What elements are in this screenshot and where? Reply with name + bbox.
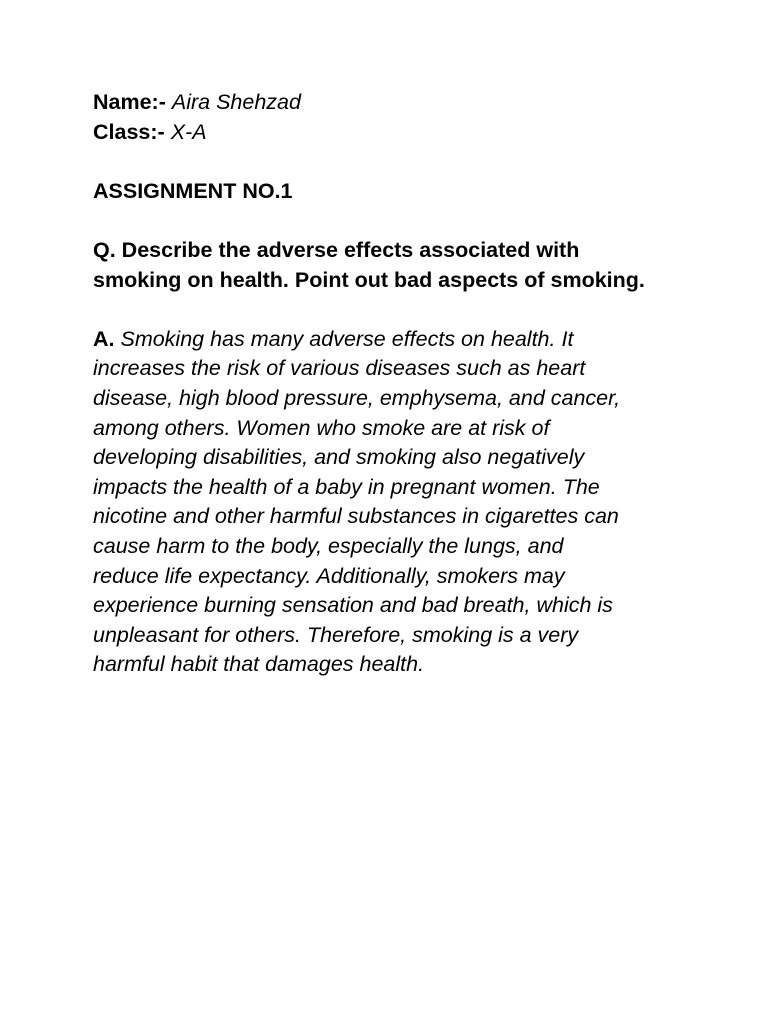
- answer-line: experience burning sensation and bad breath, which is: [93, 593, 613, 618]
- class-value: X-A: [170, 119, 207, 144]
- answer-line: developing disabilities, and smoking also negatively: [93, 445, 585, 470]
- question-line-2: smoking on health. Point out bad aspects of smoking.: [93, 267, 645, 292]
- answer-first-line: [93, 325, 693, 355]
- spacer: [93, 147, 693, 177]
- document-page: [93, 88, 693, 680]
- question-line-1: Q. Describe the adverse effects associated with: [93, 237, 580, 262]
- class-label: Class:-: [93, 119, 165, 144]
- answer-line: harmful habit that damages health.: [93, 652, 425, 677]
- answer-line: cause harm to the body, especially the lungs, and: [93, 533, 564, 558]
- spacer: [93, 295, 693, 325]
- class-line: [93, 118, 693, 148]
- answer-label: A.: [93, 326, 115, 351]
- answer-line: disease, high blood pressure, emphysema, and cancer,: [93, 385, 621, 410]
- name-value: Aira Shehzad: [171, 90, 301, 114]
- answer-text-first: Smoking has many adverse effects on health. It: [114, 326, 574, 351]
- answer-line: impacts the health of a baby in pregnant women. The: [93, 474, 600, 499]
- name-line: [93, 88, 693, 118]
- answer-line: unpleasant for others. Therefore, smoking is a very: [93, 622, 579, 647]
- answer-line: increases the risk of various diseases such as heart: [93, 356, 586, 381]
- assignment-title: ASSIGNMENT NO.1: [93, 178, 293, 203]
- answer-line: nicotine and other harmful substances in cigarettes can: [93, 504, 619, 529]
- name-label: Name:-: [93, 90, 166, 114]
- spacer: [93, 206, 693, 236]
- answer-line: reduce life expectancy. Additionally, smokers may: [93, 563, 565, 588]
- answer-line: among others. Women who smoke are at risk of: [93, 415, 550, 440]
